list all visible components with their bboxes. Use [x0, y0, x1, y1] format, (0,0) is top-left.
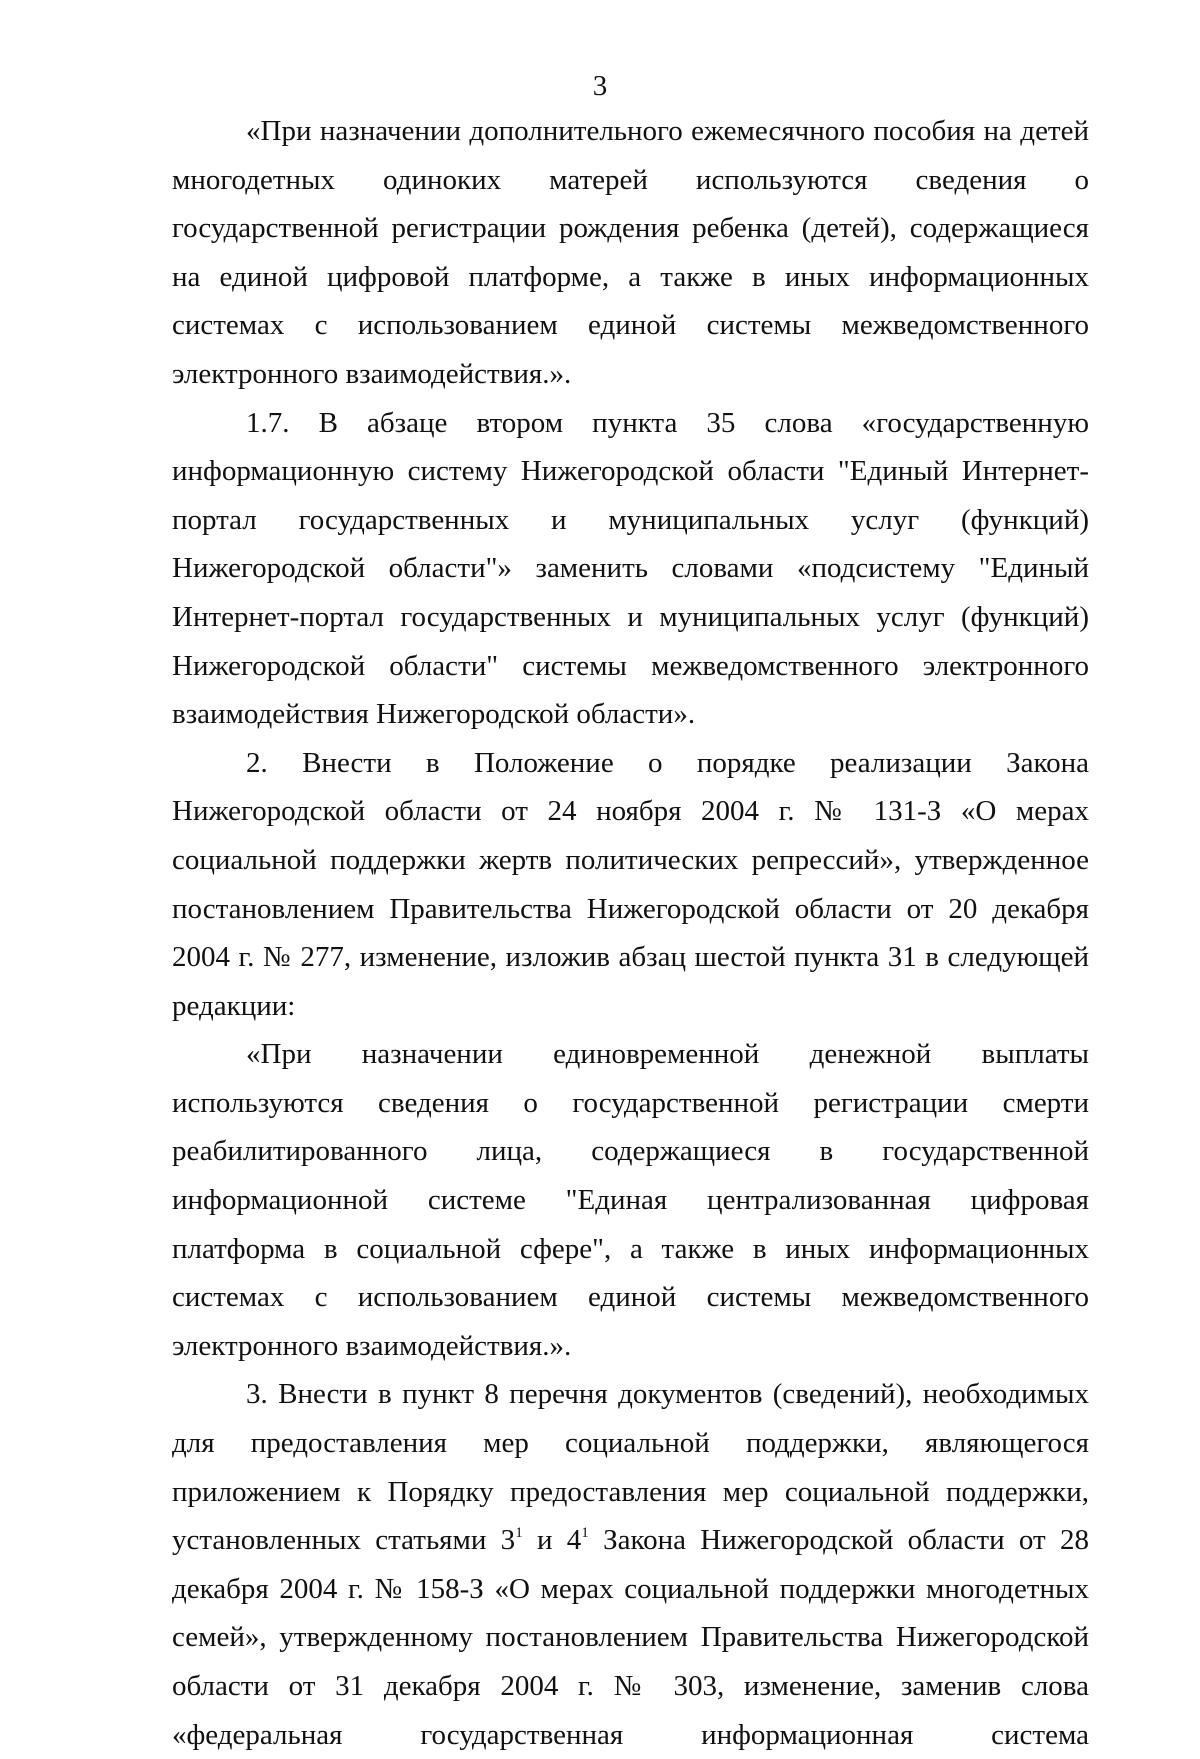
- document-body: [172, 107, 1089, 1759]
- superscript-article-3: 1: [515, 1525, 523, 1542]
- superscript-article-4: 1: [581, 1525, 589, 1542]
- paragraph-item-1-7: 1.7. В абзаце втором пункта 35 слова «государственную информационную систему Нижегородской области "Единый Интернет-портал государственных и муниципальных услуг (функций) Нижегородской области"» заменить словами «подсистему "Единый Интернет-портал государственных и муниципальных услуг (функций) Нижегородской области" системы межведомственного электронного взаимодействия Нижегородской области».: [172, 406, 1089, 731]
- paragraph-item-2: 2. Внести в Положение о порядке реализации Закона Нижегородской области от 24 ноября 2004 г. № 131-З «О мерах социальной поддержки жертв политических репрессий», утвержденное постановлением Правительства Нижегородской области от 20 декабря 2004 г. № 277, изменение, изложив абзац шестой пункта 31 в следующей редакции:: [172, 746, 1089, 1022]
- paragraph-item-3-part1: 3. Внести в пункт 8 перечня документов (сведений), необходимых для предоставления мер социальной поддержки, являющегося приложением к Порядку предоставления мер социальной поддержки, установленных статьями 3: [172, 1378, 1089, 1557]
- paragraph-item-3-part3: Закона Нижегородской области от 28 декабря 2004 г. № 158-З «О мерах социальной поддержки многодетных семей», утвержденному постановлением Правительства Нижегородской области от 31 декабря 2004 г. № 303, изменение, заменив слова «федеральная государственная информационная система: [172, 1524, 1089, 1751]
- paragraph-item-3-part2: и 4: [522, 1524, 582, 1557]
- paragraph-benefit-clause: «При назначении дополнительного ежемесячного пособия на детей многодетных одиноких матерей используются сведения о государственной регистрации рождения ребенка (детей), содержащиеся на единой цифровой платформе, а также в иных информационных системах с использованием единой системы межведомственного электронного взаимодействия.».: [172, 115, 1089, 390]
- paragraph-item-3: [172, 1370, 1089, 1759]
- page-number: 3: [592, 70, 608, 102]
- paragraph-payment-clause: «При назначении единовременной денежной выплаты используются сведения о государственной регистрации смерти реабилитированного лица, содержащиеся в государственной информационной системе "Единая централизованная цифровая платформа в социальной сфере", а также в иных информационных системах с использованием единой системы межведомственного электронного взаимодействия.».: [172, 1038, 1089, 1362]
